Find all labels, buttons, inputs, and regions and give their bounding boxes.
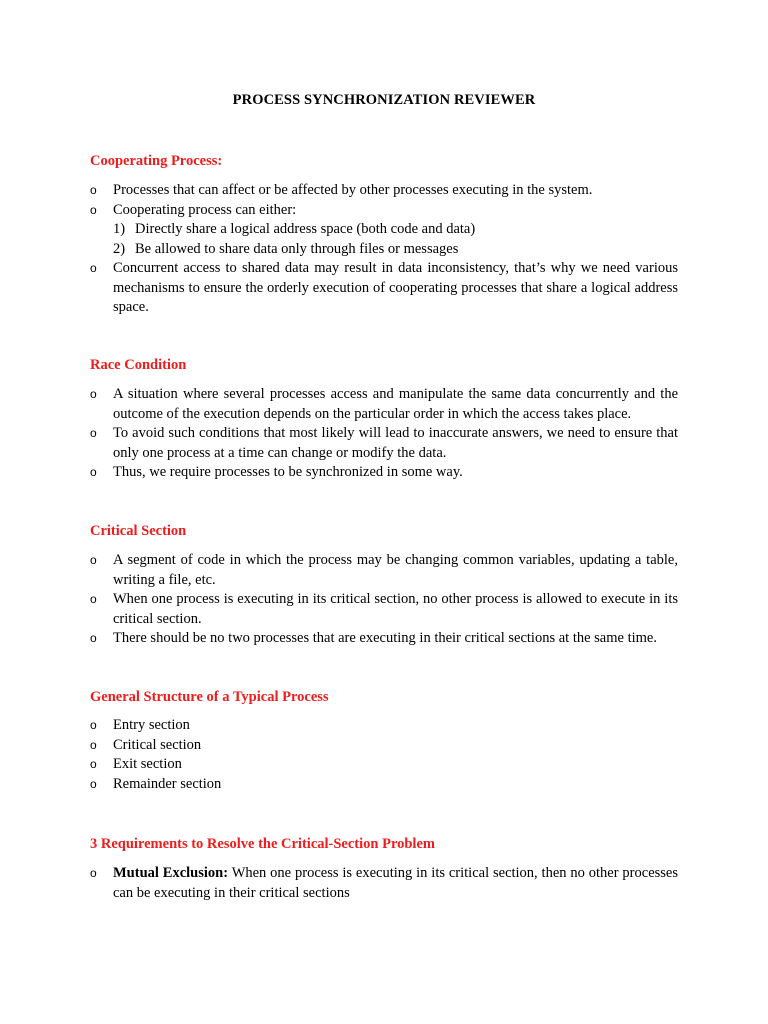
list-item-text: Entry section <box>113 717 190 733</box>
bullet-icon: o <box>90 592 97 606</box>
list-item <box>90 424 678 463</box>
numbered-sublist <box>113 220 678 259</box>
list-item <box>90 181 678 201</box>
race-condition-list <box>90 385 678 483</box>
list-item <box>90 629 678 649</box>
critical-section-list <box>90 551 678 649</box>
requirement-term: Mutual Exclusion: <box>113 865 229 881</box>
bullet-icon: o <box>90 261 97 275</box>
list-item-text: A segment of code in which the process may be changing common variables, updating a table, writing a file, etc. <box>113 552 678 588</box>
list-item <box>90 736 678 756</box>
section-heading-race-condition: Race Condition <box>90 357 187 373</box>
bullet-icon: o <box>90 202 97 217</box>
bullet-icon: o <box>90 757 97 771</box>
numbered-item <box>113 240 678 260</box>
list-item-text: Concurrent access to shared data may result in data inconsistency, that’s why we need various mechanisms to ensure the orderly execution of cooperating processes that share a logical address space. <box>113 260 678 315</box>
list-item <box>90 551 678 590</box>
bullet-icon: o <box>90 387 97 401</box>
bullet-icon: o <box>90 737 97 752</box>
bullet-icon: o <box>90 776 97 791</box>
requirements-list <box>90 864 678 903</box>
requirement-text: When one process is executing in its critical section, then no other processes can be executing in their critical sections <box>113 865 679 901</box>
list-item-text: Exit section <box>113 756 182 772</box>
list-item <box>90 775 678 795</box>
bullet-icon: o <box>90 183 97 197</box>
bullet-icon: o <box>90 866 97 880</box>
bullet-icon: o <box>90 465 97 479</box>
list-item-text: Cooperating process can either: <box>113 201 297 218</box>
list-item-text: Thus, we require processes to be synchronized in some way. <box>113 464 463 480</box>
general-structure-list <box>90 716 678 794</box>
list-item-text: A situation where several processes access and manipulate the same data concurrently and the outcome of the execution depends on the particular order in which the access takes place. <box>113 386 678 422</box>
list-item <box>90 716 678 736</box>
section-heading-general-structure: General Structure of a Typical Process <box>90 689 329 705</box>
list-item <box>90 864 678 903</box>
bullet-icon: o <box>90 718 97 732</box>
item-number: 1) <box>113 221 126 237</box>
bullet-icon: o <box>90 553 97 567</box>
list-item-text: Processes that can affect or be affected by other processes executing in the system. <box>113 182 593 198</box>
numbered-item-text: Be allowed to share data only through files or messages <box>135 240 459 257</box>
list-item <box>90 463 678 483</box>
list-item-text: When one process is executing in its critical section, no other process is allowed to execute in its critical section. <box>113 591 678 627</box>
document-title: PROCESS SYNCHRONIZATION REVIEWER <box>232 92 536 108</box>
list-item <box>90 385 678 424</box>
list-item <box>90 590 678 629</box>
bullet-icon: o <box>90 426 97 440</box>
cooperating-process-list <box>90 181 678 318</box>
section-heading-cooperating-process: Cooperating Process: <box>90 153 223 169</box>
list-item <box>90 259 678 318</box>
section-heading-requirements: 3 Requirements to Resolve the Critical-Section Problem <box>90 836 435 852</box>
item-number: 2) <box>113 240 126 257</box>
bullet-icon: o <box>90 631 97 645</box>
numbered-item-text: Directly share a logical address space (both code and data) <box>135 221 476 237</box>
section-heading-critical-section: Critical Section <box>90 523 187 539</box>
list-item <box>90 755 678 775</box>
list-item-text: To avoid such conditions that most likely will lead to inaccurate answers, we need to ensure that only one process at a time can change or modify the data. <box>113 425 678 461</box>
list-item-text: Critical section <box>113 736 202 753</box>
list-item-text: Remainder section <box>113 775 222 792</box>
list-item <box>90 201 678 260</box>
numbered-item <box>113 220 678 240</box>
list-item-text: There should be no two processes that are executing in their critical sections at the same time. <box>113 630 657 646</box>
